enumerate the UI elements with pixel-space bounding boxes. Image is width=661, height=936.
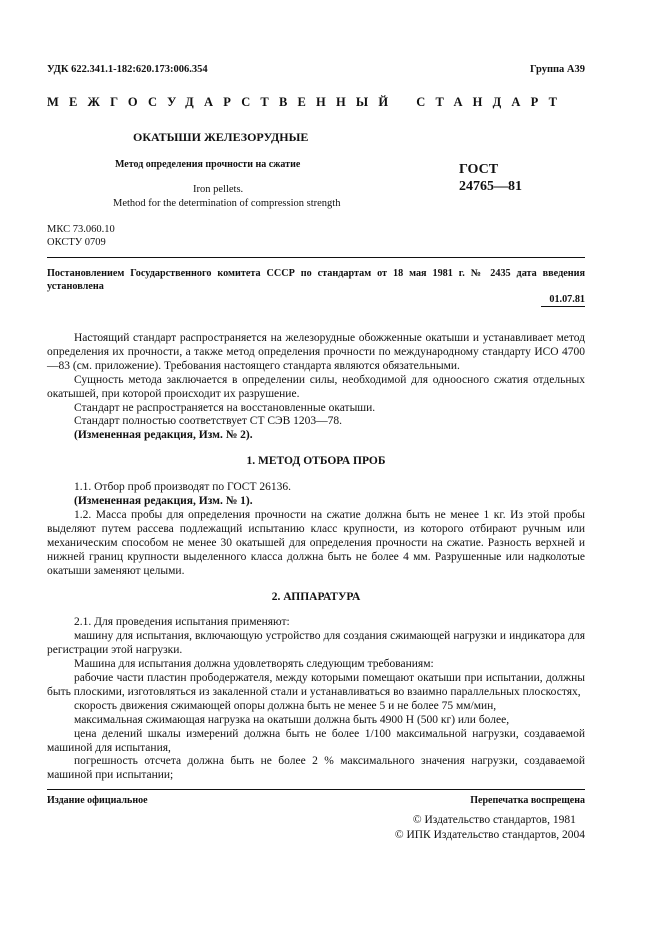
gost-label: ГОСТ: [459, 162, 499, 177]
section-1-paragraph: 1.2. Масса пробы для определения прочности на сжатие должна быть не менее 1 кг. Из этой пробы выделяют путем рассева подлежащий испытанию класс крупности, из которого отбирают ручным или механическим способом не менее 30 окатышей для определения прочности на сжатие. Разность верхней и нижней границ крупности выделенного класса должна быть не более 4 мм. Разрушенные или надколотые окатыши заменяют целыми.: [47, 508, 585, 577]
section-2-paragraph: Машина для испытания должна удовлетворять следующим требованиям:: [74, 658, 434, 671]
official-edition-label: Издание официальное: [47, 795, 148, 806]
date-underline: [541, 306, 585, 307]
copyright-line: © ИПК Издательство стандартов, 2004: [394, 829, 585, 841]
section-1-amendment-note: (Измененная редакция, Изм. № 1).: [74, 495, 253, 508]
subtitle-english: Method for the determination of compression strength: [113, 198, 341, 209]
divider-top: [47, 257, 585, 258]
copyright-line: © Издательство стандартов, 1981: [412, 814, 576, 826]
udk-code: УДК 622.341.1-182:620.173:006.354: [47, 64, 208, 75]
mks-code: МКС 73.060.10: [47, 224, 115, 235]
okstu-code: ОКСТУ 0709: [47, 236, 106, 248]
intro-paragraph: Настоящий стандарт распространяется на железорудные обожженные окатыши и устанавливает метод определения их прочности, а также метод определения прочности по международному стандарту ИСО 4700—83 (см. приложение). Требования настоящего стандарта являются обязательными.: [47, 332, 585, 372]
intro-amendment-note: (Измененная редакция, Изм. № 2).: [74, 429, 253, 442]
document-body: [47, 332, 585, 783]
reprint-prohibited-label: Перепечатка воспрещена: [470, 795, 585, 806]
copyright-block: [395, 813, 585, 843]
intro-paragraph: Сущность метода заключается в определении силы, необходимой для одноосного сжатия отдельных окатышей, при которой происходит их разрушение.: [47, 373, 585, 400]
classification-codes: [47, 224, 115, 249]
section-1-paragraph: 1.1. Отбор проб производят по ГОСТ 26136.: [74, 481, 292, 494]
section-1-heading: 1. МЕТОД ОТБОРА ПРОБ: [246, 455, 386, 468]
title-english: Iron pellets.: [193, 184, 244, 195]
section-2-paragraph: 2.1. Для проведения испытания применяют:: [74, 616, 290, 629]
divider-bottom: [47, 789, 585, 790]
group-code: Группа А39: [529, 64, 585, 75]
section-2-paragraph: машину для испытания, включающую устройство для создания сжимающей нагрузки и индикатора для регистрации этой нагрузки.: [47, 630, 585, 657]
standard-type-word2: СТАНДАРТ: [416, 95, 568, 109]
document-subtitle: Метод определения прочности на сжатие: [115, 159, 301, 170]
standard-type: [47, 95, 567, 110]
standard-type-word1: МЕЖГОСУДАРСТВЕННЫЙ: [47, 95, 399, 109]
document-title: ОКАТЫШИ ЖЕЛЕЗОРУДНЫЕ: [133, 130, 309, 144]
section-2-paragraph: погрешность отсчета должна быть не более 2 % максимального значения нагрузки, создаваемой машиной при испытании;: [47, 755, 585, 782]
intro-paragraph: Стандарт полностью соответствует СТ СЭВ 1203—78.: [74, 415, 343, 428]
gost-designation: [459, 161, 522, 195]
section-2-paragraph: цена делений шкалы измерений должна быть не более 1/100 максимальной нагрузки, создаваемой машиной для испытания,: [47, 727, 585, 754]
decree-text: Постановлением Государственного комитета СССР по стандартам от 18 мая 1981 г. № 2435 дата введения установлена: [47, 268, 585, 292]
section-2-paragraph: скорость движения сжимающей опоры должна быть не менее 5 и не более 75 мм/мин,: [74, 699, 497, 712]
section-2-paragraph: рабочие части пластин прободержателя, между которыми помещают окатыши при испытании, должны быть плоскими, изготовляться из закаленной стали и устанавливаться во взаимно параллельных плоскостях,: [47, 672, 585, 698]
decree-date: 01.07.81: [549, 294, 585, 305]
gost-number: 24765—81: [459, 179, 522, 194]
intro-paragraph: Стандарт не распространяется на восстановленные окатыши.: [74, 401, 376, 414]
section-2-paragraph: максимальная сжимающая нагрузка на окатыши должна быть 4900 Н (500 кг) или более,: [74, 713, 510, 726]
section-2-heading: 2. АППАРАТУРА: [271, 590, 361, 603]
